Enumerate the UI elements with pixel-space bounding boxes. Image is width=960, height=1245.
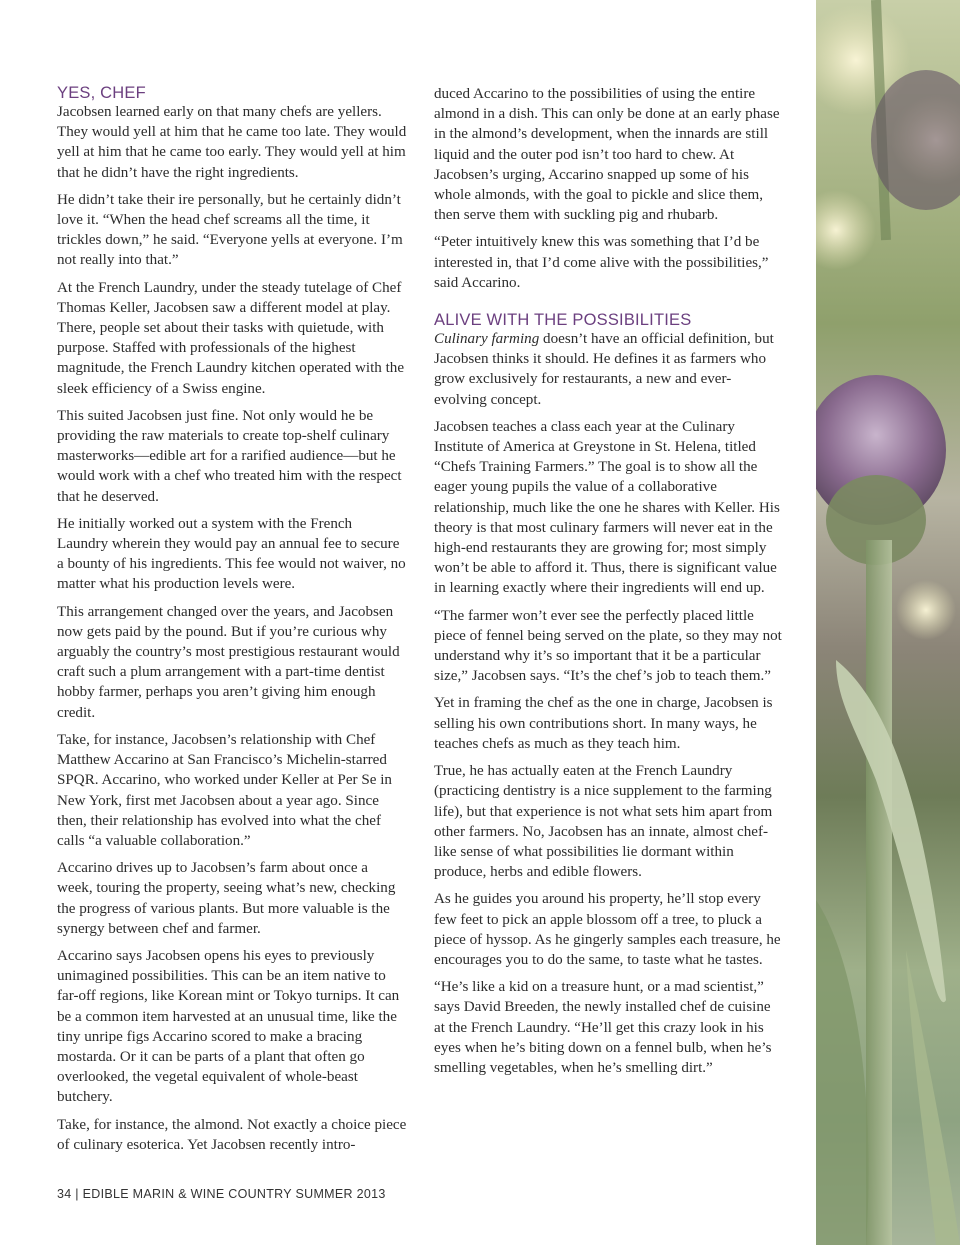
body-paragraph: Accarino says Jacobsen opens his eyes to previously unimagined possibilities. This can be an item native to far-off regions, like Korean mint or Tokyo turnips. It can be a common item harvested at an unusual time, like the tiny unripe figs Accarino scored to make a bracing mostarda. Or it can be parts of a plant that often go overlooked, the vegetal equivalent of whole-beast butchery.: [57, 947, 400, 1106]
body-paragraph: He initially worked out a system with the French Laundry wherein they would pay an annual fee to secure a bounty of his ingredients. This fee would not waiver, no matter what his production levels were.: [57, 515, 406, 593]
section-heading-yes-chef: YES, CHEF: [57, 84, 146, 102]
body-paragraph: True, he has actually eaten at the French Laundry (practicing dentistry is a nice supplement to the farming life), but that experience is not what sets him apart from other farmers. No, Jacobsen has an innate, almost chef-like sense of what possibilities lie dormant within produce, herbs and edible flowers.: [434, 763, 773, 881]
body-paragraph: He didn’t take their ire personally, but he certainly didn’t love it. “When the head chef screams all the time, it trickles down,” he said. “Everyone yells at everyone. I’m not really into that.”: [57, 191, 403, 269]
body-paragraph: “The farmer won’t ever see the perfectly placed little piece of fennel being served on the plate, so they may not understand why it’s so important that it be a particular size,” Jacobsen says. “It’s the chef’s job to teach them.”: [434, 607, 782, 685]
body-paragraph: Yet in framing the chef as the one in charge, Jacobsen is selling his own contributions short. In many ways, he teaches chefs as much as they teach him.: [434, 695, 773, 752]
body-paragraph: Accarino drives up to Jacobsen’s farm about once a week, touring the property, seeing what’s new, checking the progress of various plants. But more valuable is the synergy between chef and farmer.: [57, 860, 396, 937]
section-heading-alive-with-the-possibilities: ALIVE WITH THE POSSIBILITIES: [434, 311, 692, 330]
body-paragraph: duced Accarino to the possibilities of using the entire almond in a dish. This can only be done at an early phase in the almond’s development, when the innards are still liquid and the outer pod isn’t too hard to chew. At Jacobsen’s urging, Accarino snapped up some of his whole almonds, with the goal to pickle and slice them, then serve them with suckling pig and rhubarb.: [434, 86, 780, 224]
body-paragraph: As he guides you around his property, he’ll stop every few feet to pick an apple blossom off a tree, to pluck a piece of hyssop. As he gingerly samples each treasure, he encourages you to do the same, to taste what he tastes.: [434, 891, 781, 968]
paragraph-text: doesn’t have an official definition, but Jacobsen thinks it should. He defines it as farmers who grow exclusively for restaurants, a new and ever-evolving concept.: [434, 331, 774, 408]
body-paragraph: Take, for instance, Jacobsen’s relationship with Chef Matthew Accarino at San Francisco’s Michelin-starred SPQR. Accarino, who worked under Keller at Per Se in New York, first met Jacobsen about a year ago. Since then, their relationship has evolved into what the chef calls “a valuable collaboration.”: [57, 731, 392, 849]
issue-date: SUMMER 2013: [295, 1187, 386, 1201]
photo-illustration: [816, 0, 960, 1245]
page-number: 34: [57, 1187, 72, 1201]
page-footer: [57, 1187, 386, 1201]
italic-term: Culinary farming: [434, 331, 540, 348]
body-paragraph: Take, for instance, the almond. Not exactly a choice piece of culinary esoterica. Yet Jacobsen recently intro-: [57, 1116, 407, 1153]
body-paragraph: At the French Laundry, under the steady tutelage of Chef Thomas Keller, Jacobsen saw a different model at play. There, people set about their tasks with quietude, with purpose. Staffed with professionals of the highest magnitude, the French Laundry kitchen operated with the sleek efficiency of a Swiss engine.: [57, 279, 405, 397]
right-column: [434, 84, 782, 1085]
body-paragraph: This arrangement changed over the years, and Jacobsen now gets paid by the pound. But if you’re curious why arguably the country’s most prestigious restaurant would craft such a plum arrangement with a part-time dentist hobby farmer, perhaps you aren’t giving him enough credit.: [57, 603, 400, 721]
body-paragraph: [434, 329, 782, 410]
body-paragraph: Jacobsen learned early on that many chefs are yellers. They would yell at him that he came too late. They would yell at him that he came too early. They would yell at him that he didn’t have the right ingredients.: [57, 104, 407, 181]
body-paragraph: “He’s like a kid on a treasure hunt, or a mad scientist,” says David Breeden, the newly installed chef de cuisine at the French Laundry. “He’ll get this crazy look in his eyes when he’s biting down on a fennel bulb, when he’s smelling vegetables, when he’s smelling dirt.”: [434, 979, 772, 1076]
publication-name: EDIBLE MARIN & WINE COUNTRY: [82, 1187, 292, 1201]
body-paragraph: This suited Jacobsen just fine. Not only would he be providing the raw materials to create top-shelf culinary masterworks—edible art for a rarified audience—but he would work with a chef who treated him with the respect that he deserved.: [57, 407, 402, 505]
body-paragraph: “Peter intuitively knew this was something that I’d be interested in, that I’d come alive with the possibilities,” said Accarino.: [434, 234, 769, 291]
left-column: [57, 84, 407, 1162]
footer-separator: |: [75, 1187, 79, 1201]
artichoke-flowers-photo: [816, 0, 960, 1245]
body-paragraph: Jacobsen teaches a class each year at the Culinary Institute of America at Greystone in St. Helena, titled “Chefs Training Farmers.” The goal is to show all the eager young pupils the value of a collaborative relationship, much like the one he shares with Keller. His theory is that most culinary farmers will never eat in the high-end restaurants they are growing for; most simply won’t be able to afford it. Thus, there is significant value in learning exactly where their ingredients will end up.: [434, 418, 780, 597]
